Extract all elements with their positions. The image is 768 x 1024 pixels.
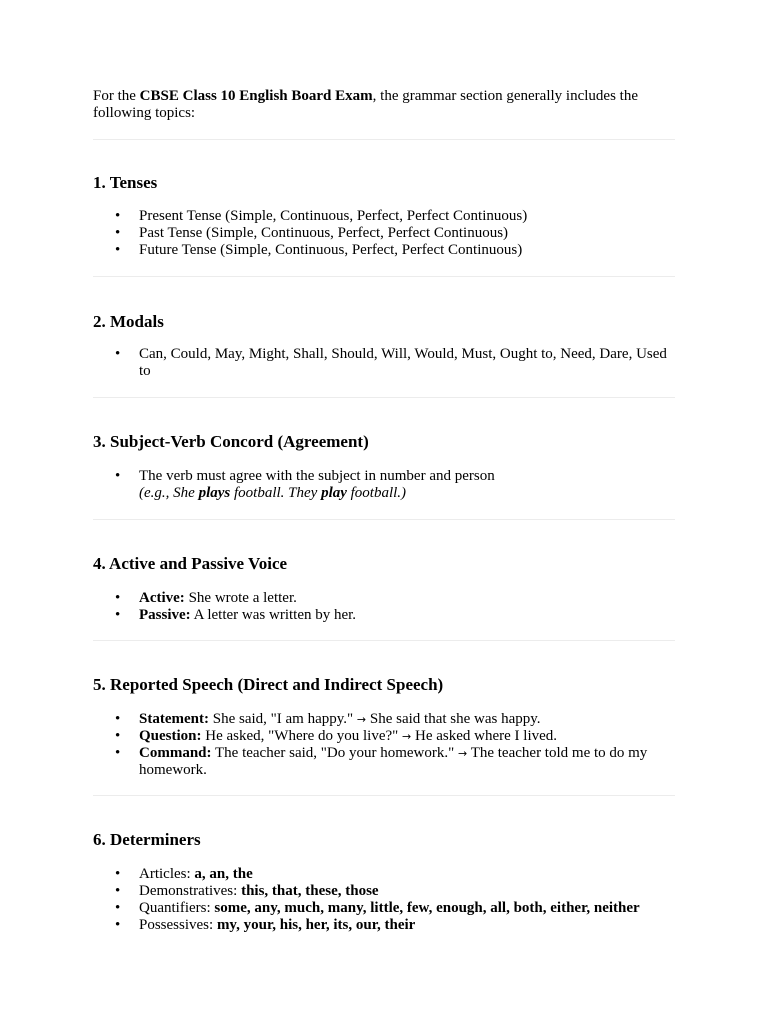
section-heading-reported-speech: 5. Reported Speech (Direct and Indirect Speech) [93,675,444,694]
divider [93,397,675,398]
list-item: • Past Tense (Simple, Continuous, Perfect, Perfect Continuous) [93,225,675,242]
item-label: Articles: [139,866,195,882]
item-label: Active: [139,590,185,606]
intro-paragraph [93,88,675,122]
section-heading-tenses: 1. Tenses [93,173,158,192]
item-label: Possessives: [139,917,217,933]
concord-example [139,485,406,501]
item-label: Demonstratives: [139,883,242,899]
section-heading-modals: 2. Modals [93,312,164,331]
intro-prefix: For the [93,88,140,104]
right-arrow-icon: → [458,747,468,760]
example-verb: play [321,485,347,501]
list-item [93,745,675,779]
example-text: football. They [230,485,322,501]
item-label: Question: [139,728,202,744]
direct-speech: The teacher said, "Do your homework." [211,745,458,761]
list-item [93,900,675,917]
direct-speech: She said, "I am happy." [208,711,357,727]
divider [93,139,675,140]
divider [93,795,675,796]
voice-list [93,590,675,624]
section-heading-subject-verb-concord: 3. Subject-Verb Concord (Agreement) [93,432,369,451]
divider [93,640,675,641]
item-label: Passive: [139,607,191,623]
example-verb: plays [198,485,231,501]
list-item: • Can, Could, May, Might, Shall, Should, Will, Would, Must, Ought to, Need, Dare, Used to [93,346,675,380]
concord-list [93,468,675,502]
reported-speech-list [93,711,675,779]
item-label: Command: [139,745,212,761]
modals-list [93,346,675,380]
list-item [93,711,675,728]
right-arrow-icon: → [402,730,412,743]
item-label: Statement: [139,711,209,727]
list-item: • Future Tense (Simple, Continuous, Perfect, Perfect Continuous) [93,242,675,259]
list-item [93,866,675,883]
indirect-speech: She said that she was happy. [366,711,541,727]
list-item: • Present Tense (Simple, Continuous, Perfect, Perfect Continuous) [93,208,675,225]
example-text: football.) [346,485,407,501]
item-values: a, an, the [194,866,253,882]
item-label: Quantifiers: [139,900,215,916]
example-text: (e.g., She [139,485,199,501]
determiners-list [93,866,675,934]
item-values: my, your, his, her, its, our, their [216,917,416,933]
indirect-speech: He asked where I lived. [411,728,558,744]
list-item [93,468,675,502]
list-item [93,883,675,900]
section-heading-determiners: 6. Determiners [93,830,201,849]
item-values: some, any, much, many, little, few, enough, all, both, either, neither [214,900,640,916]
divider [93,519,675,520]
item-text: A letter was written by her. [190,607,357,623]
list-item [93,917,675,934]
list-item [93,728,675,745]
item-values: this, that, these, those [241,883,379,899]
item-text: She wrote a letter. [184,590,297,606]
section-heading-voice: 4. Active and Passive Voice [93,554,288,573]
direct-speech: He asked, "Where do you live?" [201,728,403,744]
right-arrow-icon: → [356,713,367,726]
list-item [93,607,675,624]
intro-suffix: , the grammar section generally includes the following topics: [93,88,638,121]
tenses-list [93,208,675,259]
intro-exam-name: CBSE Class 10 English Board Exam [139,88,373,104]
indirect-speech: The teacher told me to do my homework. [139,745,648,778]
concord-rule: The verb must agree with the subject in number and person [139,468,495,484]
list-item [93,590,675,607]
divider [93,276,675,277]
